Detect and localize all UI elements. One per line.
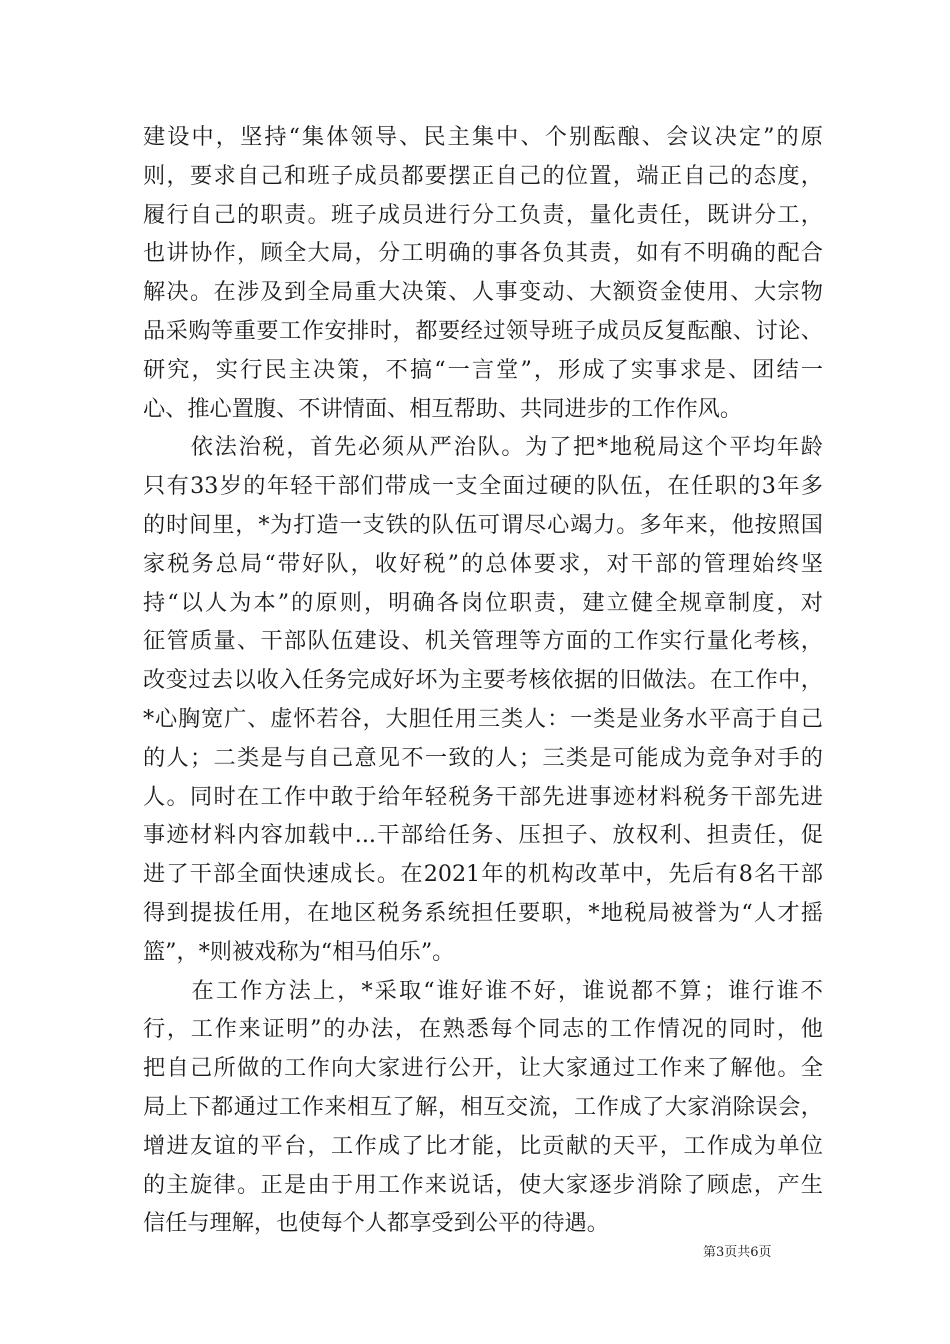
text-line: 心、推心置腹、不讲情面、相互帮助、共同进步的工作作风。 <box>143 395 743 422</box>
text-line: 履行自己的职责。班子成员进行分工负责，量化责任，既讲分工， <box>143 201 823 228</box>
text-line: 进了干部全面快速成长。在2021年的机构改革中，先后有8名干部 <box>143 861 823 888</box>
text-line: 依法治税，首先必须从严治队。为了把*地税局这个平均年龄 <box>143 434 823 461</box>
text-line: 篮”，*则被戏称为“相马伯乐”。 <box>143 938 455 965</box>
text-line: 的时间里，*为打造一支铁的队伍可谓尽心竭力。多年来，他按照国 <box>143 511 823 538</box>
text-line: 事迹材料内容加载中...干部给任务、压担子、放权利、担责任，促 <box>143 822 823 849</box>
text-line: 增进友谊的平台，工作成了比才能，比贡献的天平，工作成为单位 <box>143 1132 823 1159</box>
text-line: 局上下都通过工作来相互了解，相互交流，工作成了大家消除误会， <box>143 1093 823 1120</box>
text-line: 品采购等重要工作安排时，都要经过领导班子成员反复酝酿、讨论、 <box>143 317 823 344</box>
text-line: 则，要求自己和班子成员都要摆正自己的位置，端正自己的态度， <box>143 162 823 189</box>
text-line: 研究，实行民主决策，不搞“一言堂”，形成了实事求是、团结一 <box>143 356 823 383</box>
page-number: 第3页共6页 <box>703 1245 772 1260</box>
text-line: 的人；二类是与自己意见不一致的人；三类是可能成为竞争对手的 <box>143 744 823 771</box>
text-line: 把自己所做的工作向大家进行公开，让大家通过工作来了解他。全 <box>143 1055 823 1082</box>
text-line: 信任与理解，也使每个人都享受到公平的待遇。 <box>143 1210 609 1237</box>
text-line: 行，工作来证明”的办法，在熟悉每个同志的工作情况的同时，他 <box>143 1016 823 1043</box>
text-line: 解决。在涉及到全局重大决策、人事变动、大额资金使用、大宗物 <box>143 279 823 306</box>
text-line: 建设中，坚持“集体领导、民主集中、个别酝酿、会议决定”的原 <box>143 124 823 150</box>
text-line: 征管质量、干部队伍建设、机关管理等方面的工作实行量化考核， <box>143 628 823 655</box>
text-line: 的主旋律。正是由于用工作来说话，使大家逐步消除了顾虑，产生 <box>143 1171 823 1198</box>
text-line: 改变过去以收入任务完成好坏为主要考核依据的旧做法。在工作中， <box>143 667 823 694</box>
document-body <box>143 118 823 1243</box>
text-line: 人。同时在工作中敢于给年轻税务干部先进事迹材料税务干部先进 <box>143 783 823 810</box>
text-line: 家税务总局“带好队，收好税”的总体要求，对干部的管理始终坚 <box>143 550 823 577</box>
text-line: 在工作方法上，*采取“谁好谁不好，谁说都不算；谁行谁不 <box>143 977 823 1004</box>
text-line: 也讲协作，顾全大局，分工明确的事各负其责，如有不明确的配合 <box>143 240 823 267</box>
text-line: *心胸宽广、虚怀若谷，大胆任用三类人：一类是业务水平高于自己 <box>143 705 823 732</box>
text-line: 只有33岁的年轻干部们带成一支全面过硬的队伍，在任职的3年多 <box>143 473 823 500</box>
text-line: 持“以人为本”的原则，明确各岗位职责，建立健全规章制度，对 <box>143 589 823 616</box>
text-line: 得到提拔任用，在地区税务系统担任要职，*地税局被誉为“人才摇 <box>143 899 823 926</box>
